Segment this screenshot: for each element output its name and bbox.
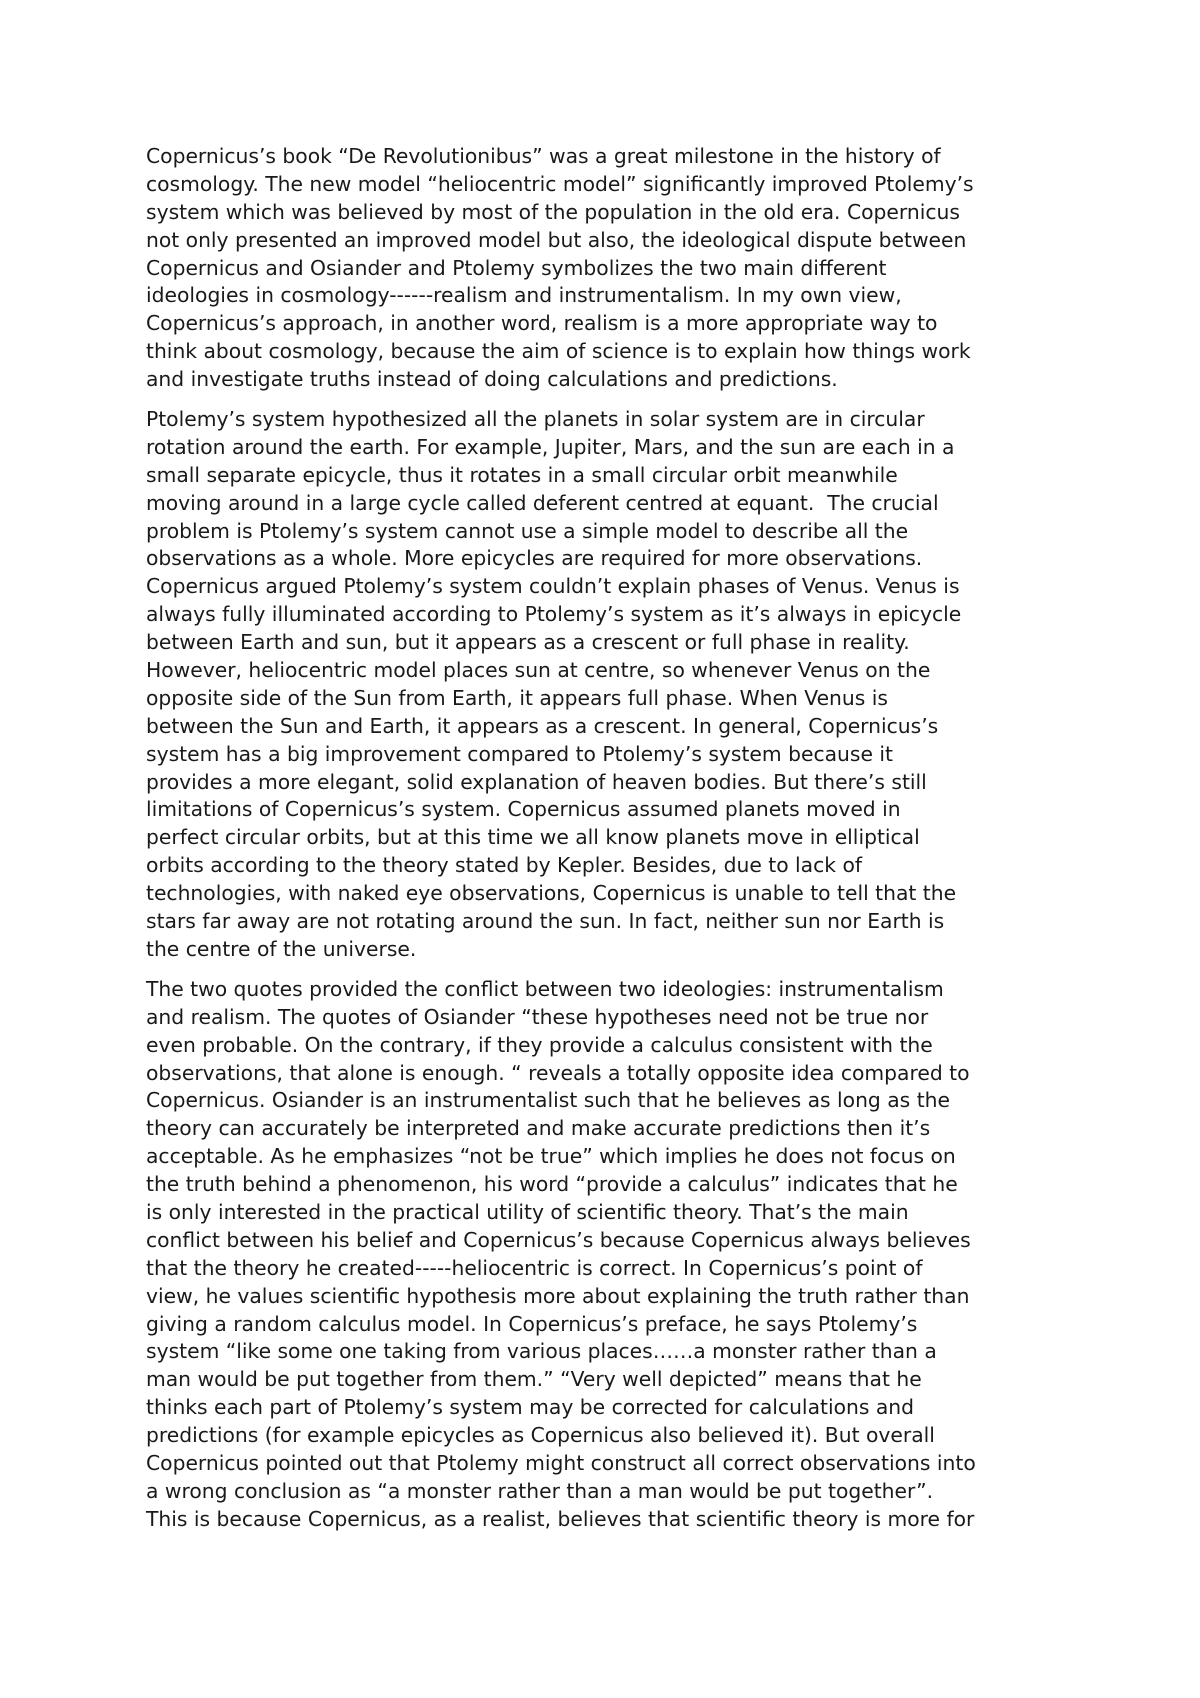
text-line: not only presented an improved model but also, the ideological dispute between	[146, 227, 967, 252]
text-line: giving a random calculus model. In Copernicus’s preface, he says Ptolemy’s	[146, 1311, 918, 1336]
text-line: the centre of the universe.	[146, 936, 417, 961]
text-line: cosmology. The new model “heliocentric model” significantly improved Ptolemy’s	[146, 171, 974, 196]
text-line: and realism. The quotes of Osiander “these hypotheses need not be true nor	[146, 1004, 929, 1029]
text-line: think about cosmology, because the aim of science is to explain how things work	[146, 339, 971, 364]
text-line: theory can accurately be interpreted and make accurate predictions then it’s	[146, 1116, 931, 1141]
text-line: that the theory he created-----heliocentric is correct. In Copernicus’s point of	[146, 1255, 923, 1280]
text-line: always fully illuminated according to Ptolemy’s system as it’s always in epicycle	[146, 602, 962, 627]
text-line: This is because Copernicus, as a realist, believes that scientific theory is more for	[146, 1506, 975, 1531]
text-line: and investigate truths instead of doing calculations and predictions.	[146, 367, 838, 392]
text-line: view, he values scientific hypothesis more about explaining the truth rather than	[146, 1283, 970, 1308]
text-line: observations, that alone is enough. “ reveals a totally opposite idea compared to	[146, 1060, 970, 1085]
text-line: Copernicus pointed out that Ptolemy might construct all correct observations into	[146, 1450, 976, 1475]
text-line: ideologies in cosmology------realism and instrumentalism. In my own view,	[146, 283, 902, 308]
text-line: observations as a whole. More epicycles are required for more observations.	[146, 546, 923, 571]
text-line: is only interested in the practical utility of scientific theory. That’s the main	[146, 1199, 909, 1224]
text-line: even probable. On the contrary, if they provide a calculus consistent with the	[146, 1032, 933, 1057]
essay-body	[146, 143, 1066, 1546]
text-line: The two quotes provided the conflict between two ideologies: instrumentalism	[146, 976, 944, 1001]
text-line: system “like some one taking from various places……a monster rather than a	[146, 1339, 937, 1364]
text-line: moving around in a large cycle called deferent centred at equant. The crucial	[146, 490, 939, 515]
text-line: rotation around the earth. For example, Jupiter, Mars, and the sun are each in a	[146, 434, 955, 459]
text-line: man would be put together from them.” “Very well depicted” means that he	[146, 1367, 922, 1392]
text-line: Copernicus and Osiander and Ptolemy symbolizes the two main different	[146, 255, 887, 280]
text-line: provides a more elegant, solid explanation of heaven bodies. But there’s still	[146, 769, 927, 794]
text-line: Copernicus’s approach, in another word, realism is a more appropriate way to	[146, 311, 938, 336]
text-line: problem is Ptolemy’s system cannot use a simple model to describe all the	[146, 518, 909, 543]
paragraph-1	[146, 143, 1066, 394]
paragraph-3	[146, 976, 1066, 1534]
paragraph-2	[146, 406, 1066, 964]
text-line: acceptable. As he emphasizes “not be true” which implies he does not focus on	[146, 1144, 956, 1169]
text-line: orbits according to the theory stated by Kepler. Besides, due to lack of	[146, 853, 863, 878]
text-line: Ptolemy’s system hypothesized all the planets in solar system are in circular	[146, 407, 925, 432]
text-line: a wrong conclusion as “a monster rather than a man would be put together”.	[146, 1478, 934, 1503]
text-line: small separate epicycle, thus it rotates in a small circular orbit meanwhile	[146, 462, 898, 487]
text-line: limitations of Copernicus’s system. Copernicus assumed planets moved in	[146, 797, 901, 822]
text-line: opposite side of the Sun from Earth, it appears full phase. When Venus is	[146, 685, 888, 710]
text-line: thinks each part of Ptolemy’s system may be corrected for calculations and	[146, 1395, 915, 1420]
text-line: perfect circular orbits, but at this time we all know planets move in elliptical	[146, 825, 920, 850]
text-line: Copernicus. Osiander is an instrumentalist such that he believes as long as the	[146, 1088, 950, 1113]
text-line: system which was believed by most of the population in the old era. Copernicus	[146, 199, 960, 224]
text-line: stars far away are not rotating around the sun. In fact, neither sun nor Earth is	[146, 909, 945, 934]
text-line: the truth behind a phenomenon, his word “provide a calculus” indicates that he	[146, 1172, 958, 1197]
text-line: technologies, with naked eye observations, Copernicus is unable to tell that the	[146, 881, 957, 906]
text-line: between the Sun and Earth, it appears as a crescent. In general, Copernicus’s	[146, 713, 939, 738]
text-line: Copernicus argued Ptolemy’s system couldn’t explain phases of Venus. Venus is	[146, 574, 960, 599]
text-line: system has a big improvement compared to Ptolemy’s system because it	[146, 741, 893, 766]
text-line: between Earth and sun, but it appears as a crescent or full phase in reality.	[146, 630, 910, 655]
text-line: conflict between his belief and Copernicus’s because Copernicus always believes	[146, 1227, 971, 1252]
text-line: However, heliocentric model places sun at centre, so whenever Venus on the	[146, 658, 931, 683]
text-line: Copernicus’s book “De Revolutionibus” was a great milestone in the history of	[146, 144, 941, 168]
text-line: predictions (for example epicycles as Copernicus also believed it). But overall	[146, 1423, 935, 1448]
